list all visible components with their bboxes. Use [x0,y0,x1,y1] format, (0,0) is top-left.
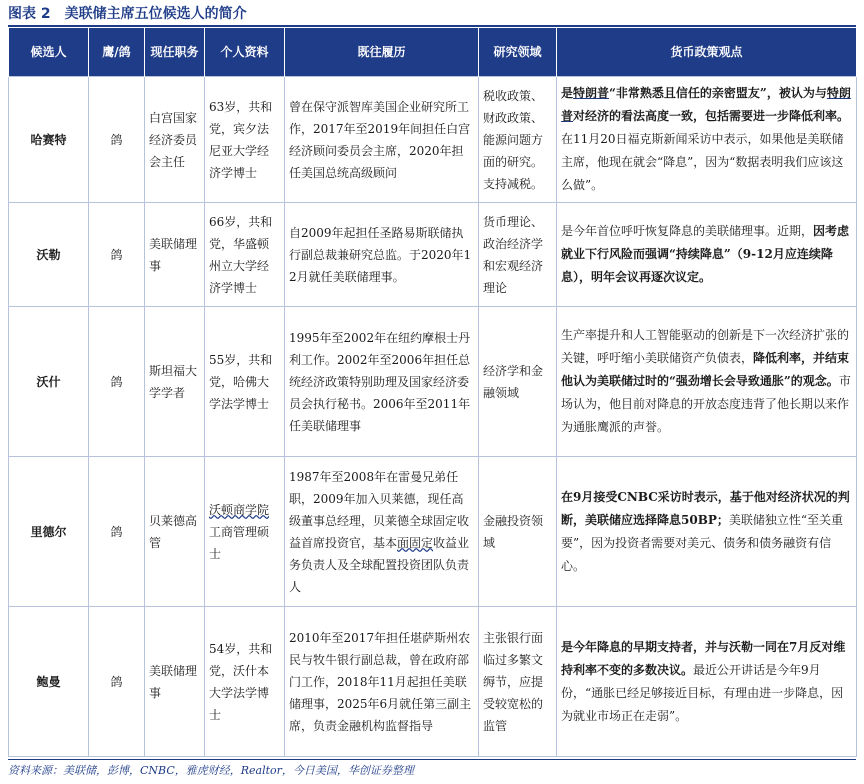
profile-cell: 66岁，共和党，华盛顿州立大学经济学博士 [205,203,285,307]
policy-emphasis: 因考虑就业下行风险而强调“持续降息”（9-12月应连续降息），明年会议再逐次议定。 [561,224,850,284]
policy-cell [557,307,857,457]
policy-text: 生产率提升和人工智能驱动的创新是下一次经济扩张的关键，呼吁缩小美联储资产负债表， [561,328,850,365]
career-text: 收益业务负责人及全球配置投资团队负责人 [289,535,470,594]
table-row [9,457,857,607]
research-cell: 税收政策、财政政策、能源问题方面的研究。支持减税。 [479,77,557,203]
policy-cell [557,77,857,203]
header-research: 研究领域 [479,28,557,77]
candidate-name: 哈赛特 [9,77,89,203]
policy-emphasis: 特朗普 [573,86,610,100]
policy-emphasis: 特朗普 [561,86,851,123]
stance-cell: 鸽 [89,203,145,307]
career-cell: 1995年至2002年在纽约摩根士丹利工作。2002年至2006年担任总统经济政策特别助理及国家经济委员会执行秘书。2006年至2011年任美联储理事 [285,307,479,457]
career-cell: 曾在保守派智库美国企业研究所工作，2017年至2019年间担任白宫经济顾问委员会主席，2020年担任美国总统高级顾问 [285,77,479,203]
position-cell: 贝莱德高管 [145,457,205,607]
policy-emphasis: 降低利率，并结束他认为美联储过时的“强劲增长会导致通胀”的观念。 [561,351,850,388]
policy-cell [557,607,857,757]
stance-cell: 鸽 [89,457,145,607]
title-divider [8,25,856,27]
stance-cell: 鸽 [89,307,145,457]
position-cell: 白宫国家经济委员会主任 [145,77,205,203]
stance-cell: 鸽 [89,77,145,203]
policy-text: 最近公开讲话是今年9月份，“通胀已经足够接近目标，有理由进一步降息，因为就业市场正在走弱”。 [561,662,844,723]
profile-text: 工商管理硕士 [209,524,270,561]
candidates-table [8,28,857,757]
policy-text: 是今年首位呼吁恢复降息的美联储理事。近期， [561,224,814,238]
policy-cell [557,203,857,307]
table-row [9,307,857,457]
profile-cell: 55岁，共和党，哈佛大学法学博士 [205,307,285,457]
research-cell: 主张银行面临过多繁文缛节，应提受较宽松的监管 [479,607,557,757]
position-cell: 斯坦福大学学者 [145,307,205,457]
profile-cell: 63岁，共和党，宾夕法尼亚大学经济学博士 [205,77,285,203]
profile-cell [205,457,285,607]
header-stance: 鹰/鸽 [89,28,145,77]
candidate-name: 沃勒 [9,203,89,307]
research-cell: 货币理论、政治经济学和宏观经济理论 [479,203,557,307]
career-cell [285,457,479,607]
table-row [9,77,857,203]
research-cell: 金融投资领域 [479,457,557,607]
career-text: 1987年至2008年在雷曼兄弟任职，2009年加入贝莱德，现任高级董事总经理，贝莱德全球固定收益首席投资官，基本 [289,469,470,550]
career-marked-text: 面固定 [397,535,434,550]
policy-emphasis: “非常熟悉且信任的亲密盟友”，被认为与 [609,86,827,100]
source-note: 资料来源：美联储，彭博，CNBC，雅虎财经，Realtor，今日美国，华创证券整理 [8,764,414,777]
policy-text: 在11月20日福克斯新闻采访中表示，如果他是美联储主席，他现在就会“降息”，因为“数据表明我们应该这么做”。 [561,132,844,192]
policy-cell [557,457,857,607]
policy-emphasis: 是 [561,86,574,100]
career-cell: 自2009年起担任圣路易斯联储执行副总裁兼研究总监。于2020年12月就任美联储理事。 [285,203,479,307]
header-position: 现任职务 [145,28,205,77]
policy-text: 美联储独立性“至关重要”，因为投资者需要对美元、债务和债务融资有信心。 [561,512,844,573]
header-career: 既往履历 [285,28,479,77]
position-cell: 美联储理事 [145,607,205,757]
profile-cell: 54岁，共和党，沃什本大学法学博士 [205,607,285,757]
source-divider [8,759,856,760]
candidate-name: 鲍曼 [9,607,89,757]
header-row [9,28,857,77]
position-cell: 美联储理事 [145,203,205,307]
candidate-name: 里德尔 [9,457,89,607]
stance-cell: 鸽 [89,607,145,757]
table-title: 图表 2 美联储主席五位候选人的简介 [8,6,247,22]
table-row [9,607,857,757]
career-cell: 2010年至2017年担任堪萨斯州农民与牧牛银行副总裁，曾在政府部门工作，2018年11月起担任美联储理事，2025年6月就任第三副主席，负责金融机构监督指导 [285,607,479,757]
research-cell: 经济学和金融领域 [479,307,557,457]
header-profile: 个人资料 [205,28,285,77]
candidate-name: 沃什 [9,307,89,457]
header-policy: 货币政策观点 [557,28,857,77]
policy-text: 市场认为，他目前对降息的开放态度违背了他长期以来作为通胀鹰派的声誉。 [561,374,851,434]
header-candidate: 候选人 [9,28,89,77]
school-link: 沃顿商学院 [209,502,270,517]
table-row [9,203,857,307]
policy-emphasis: 对经济的看法高度一致，包括需要进一步降低利率。 [573,109,850,123]
policy-emphasis: 是今年降息的早期支持者，并与沃勒一同在7月反对维持利率不变的多数决议。 [561,639,846,677]
policy-emphasis: 在9月接受CNBC采访时表示，基于他对经济状况的判断，美联储应选择降息50BP； [561,489,850,527]
